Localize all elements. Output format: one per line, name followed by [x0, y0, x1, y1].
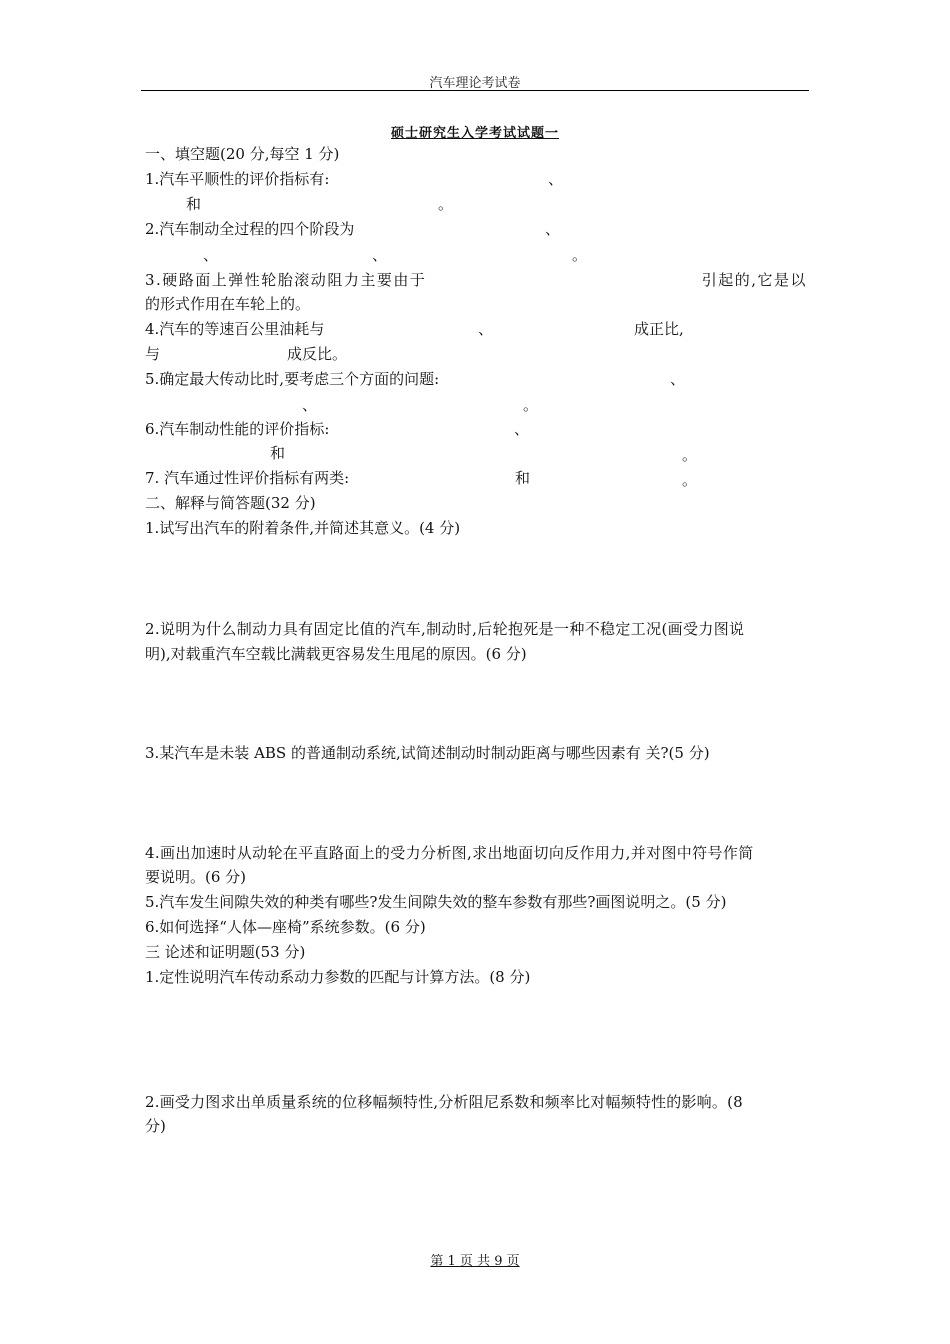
short-q3: 3.某汽车是未装 ABS 的普通制动系统,试简述制动时制动距离与哪些因素有 关?(5 分): [145, 744, 710, 762]
fill-q4-with: 与: [145, 345, 161, 363]
fill-q7-text: 7. 汽车通过性评价指标有两类:: [145, 469, 350, 487]
fill-q2-sep3: 、: [372, 246, 388, 264]
short-q6: 6.如何选择“人体—座椅”系统参数。(6 分): [145, 918, 426, 936]
header-rule: [141, 90, 809, 91]
fill-q3-text: 3.硬路面上弹性轮胎滚动阻力主要由于: [145, 271, 427, 289]
fill-q1-text: 1.汽车平顺性的评价指标有:: [145, 170, 330, 188]
fill-q3-line: [145, 270, 807, 290]
fill-q5-text: 5.确定最大传动比时,要考虑三个方面的问题:: [145, 370, 440, 388]
essay-q2-cont: 分): [145, 1117, 166, 1135]
short-q4-text: 4.画出加速时从动轮在平直路面上的受力分析图,求出地面切向反作用力,并对图中符号作简: [145, 844, 754, 862]
page-number: 第 1 页 共 9 页: [430, 1254, 520, 1269]
fill-q6-sep: 、: [514, 420, 530, 438]
fill-q1-sep: 、: [548, 170, 564, 188]
short-q4-cont: 要说明。(6 分): [145, 868, 247, 886]
fill-q1-and: 和: [186, 195, 202, 213]
fill-q6-and: 和: [270, 444, 286, 462]
fill-q6-text: 6.汽车制动性能的评价指标:: [145, 420, 330, 438]
fill-q5-sep2: 、: [302, 396, 318, 414]
fill-q6-end: 。: [682, 446, 698, 464]
fill-q2-end: 。: [572, 246, 588, 264]
essay-q2-text: 2.画受力图求出单质量系统的位移幅频特性,分析阻尼系数和频率比对幅频特性的影响。(8: [145, 1093, 743, 1111]
short-q2-line1: [145, 619, 807, 639]
fill-q4-sep: 、: [478, 320, 494, 338]
page-header: 汽车理论考试卷: [429, 76, 521, 91]
exam-title: 硕士研究生入学考试试题一: [390, 126, 559, 141]
page-footer: [141, 1250, 809, 1269]
short-q2-cont: 明),对载重汽车空载比满载更容易发生甩尾的原因。(6 分): [145, 645, 527, 663]
short-q1: 1.试写出汽车的附着条件,并简述其意义。(4 分): [145, 519, 461, 537]
fill-q3-cont: 的形式作用在车轮上的。: [145, 295, 311, 313]
fill-q1-end: 。: [438, 195, 454, 213]
fill-q4-prop: 成正比,: [634, 320, 684, 338]
fill-q7-end: 。: [682, 471, 698, 489]
section-fill-blank-heading: 一、填空题(20 分,每空 1 分): [145, 145, 340, 163]
essay-q1: 1.定性说明汽车传动系动力参数的匹配与计算方法。(8 分): [145, 968, 531, 986]
fill-q4-text: 4.汽车的等速百公里油耗与: [145, 320, 325, 338]
fill-q2-sep2: 、: [203, 246, 219, 264]
fill-q3-tail: 引起的,它是以: [701, 271, 807, 289]
section-short-answer-heading: 二、解释与简答题(32 分): [145, 494, 316, 512]
short-q4-line1: [145, 843, 807, 863]
section-essay-heading: 三 论述和证明题(53 分): [145, 943, 306, 961]
short-q5: 5.汽车发生间隙失效的种类有哪些?发生间隙失效的整车参数有那些?画图说明之。(5 分): [145, 893, 727, 911]
fill-q5-end: 。: [523, 396, 539, 414]
essay-q2-line1: [145, 1092, 807, 1112]
fill-q5-sep1: 、: [670, 370, 686, 388]
fill-q2-text: 2.汽车制动全过程的四个阶段为: [145, 220, 355, 238]
short-q2-text: 2.说明为什么制动力具有固定比值的汽车,制动时,后轮抱死是一种不稳定工况(画受力图说: [145, 620, 745, 638]
fill-q2-sep1: 、: [545, 220, 561, 238]
fill-q4-inverse: 成反比。: [287, 345, 348, 363]
fill-q7-and: 和: [515, 469, 531, 487]
